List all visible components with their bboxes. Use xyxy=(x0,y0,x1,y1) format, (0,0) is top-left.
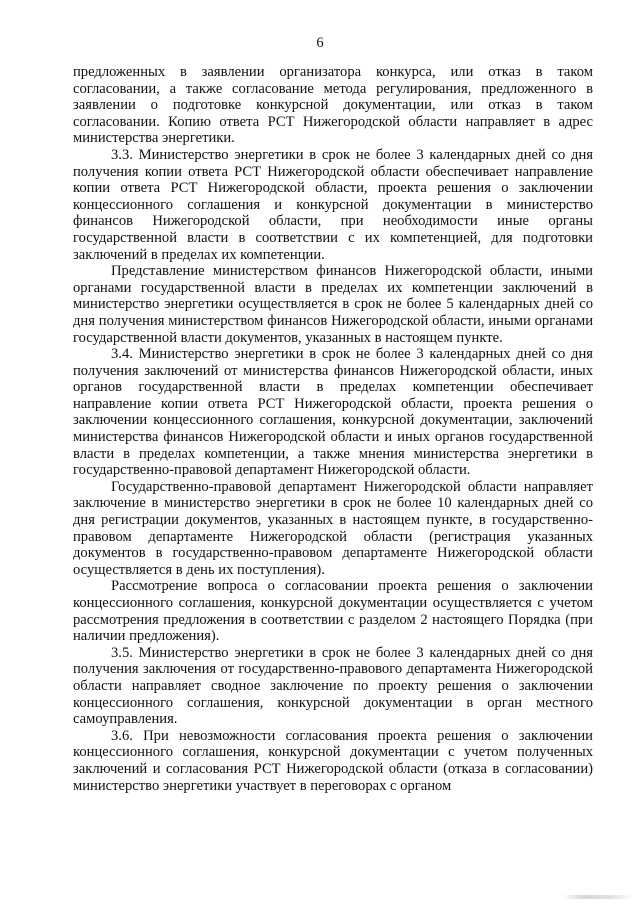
paragraph-proposal-review: Рассмотрение вопроса о согласовании проекта решения о заключении концессионного соглашения, конкурсной документации осуществляется с учетом рассмотрения предложения в соответствии с разделом 2 настоящего Порядка (при наличии предложения). xyxy=(73,578,593,645)
document-body xyxy=(73,64,593,794)
paragraph-3-5: 3.5. Министерство энергетики в срок не более 3 календарных дней со дня получения заключения от государственно-правового департамента Нижегородской области направляет сводное заключение по проекту решения о заключении концессионного соглашения, конкурсной документации в орган местного самоуправления. xyxy=(73,644,593,728)
paragraph-finance-conclusions: Представление министерством финансов Нижегородской области, иными органами государственной власти в пределах их компетенции заключений в министерство энергетики осуществляется в срок не более 5 календарных дней со дня получения министерством финансов Нижегородской области, иными органами государственной власти документов, указанных в настоящем пункте. xyxy=(73,263,593,346)
paragraph-3-3: 3.3. Министерство энергетики в срок не более 3 календарных дней со дня получения копии ответа РСТ Нижегородской области обеспечивает направление копии ответа РСТ Нижегородской области, проекта решения о заключении концессионного соглашения и конкурсной документации в министерство финансов Нижегородской области, при необходимости иные органы государственной власти в соответствии с их компетенцией, для подготовки заключений в пределах их компетенции. xyxy=(73,146,593,263)
paragraph-3-6: 3.6. При невозможности согласования проекта решения о заключении концессионного соглашения, конкурсной документации с учетом полученных заключений и согласования РСТ Нижегородской области (отказа в согласовании) министерство энергетики участвует в переговорах с органом xyxy=(73,727,593,794)
page-number: 6 xyxy=(316,35,324,51)
paragraph-continuation: предложенных в заявлении организатора конкурса, или отказ в таком согласовании, а также согласование метода регулирования, предложенного в заявлении о подготовке конкурсной документации, или отказ в таком согласовании. Копию ответа РСТ Нижегородской области направляет в адрес министерства энергетики. xyxy=(73,64,593,147)
paragraph-legal-department: Государственно-правовой департамент Нижегородской области направляет заключение в министерство энергетики в срок не более 10 календарных дней со дня регистрации документов, указанных в настоящем пункте, в государственно-правовом департаменте Нижегородской области (регистрация указанных документов в государственно-правовом департаменте Нижегородской области осуществляется в день их поступления). xyxy=(73,478,593,578)
scan-mark xyxy=(562,895,632,899)
paragraph-3-4: 3.4. Министерство энергетики в срок не более 3 календарных дней со дня получения заключений от министерства финансов Нижегородской области, иных органов государственной власти в пределах компетенции обеспечивает направление копии ответа РСТ Нижегородской области, проекта решения о заключении концессионного соглашения, конкурсной документации, заключений министерства финансов Нижегородской области и иных органов государственной власти в пределах компетенции, а также мнения министерства энергетики в государственно-правовой департамент Нижегородской области. xyxy=(73,346,593,479)
